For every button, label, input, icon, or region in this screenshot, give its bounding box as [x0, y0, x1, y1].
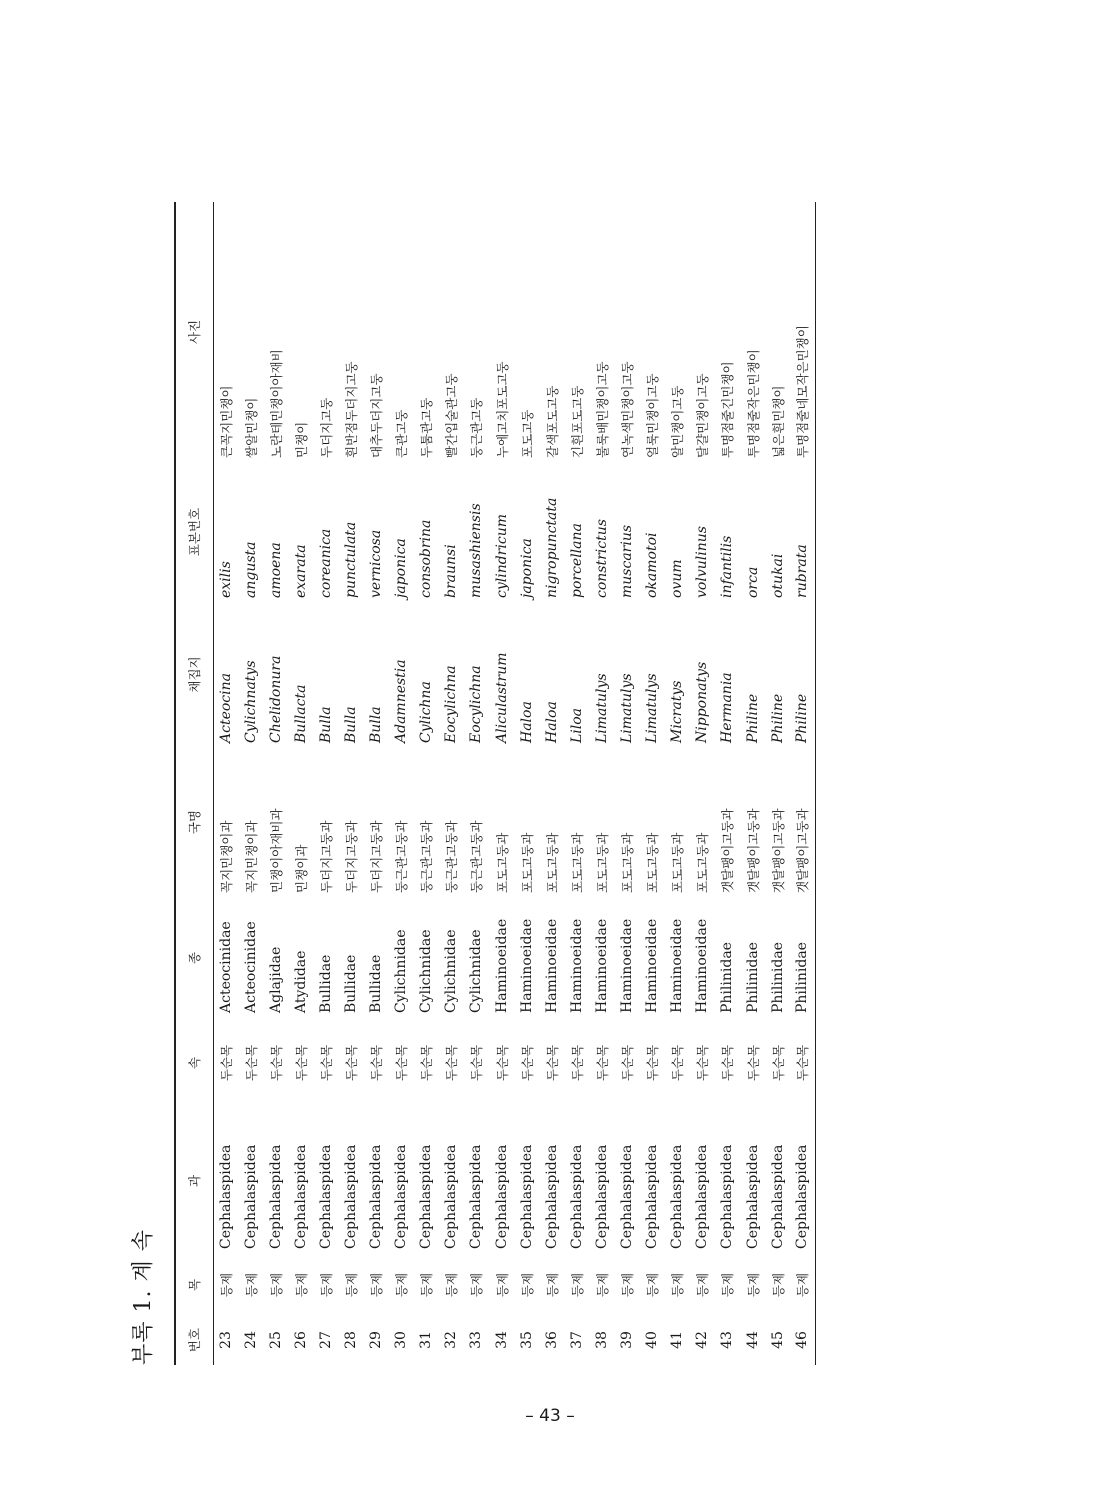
cell-family: Cephalaspidea: [242, 1144, 259, 1249]
cell-korean-name: 포도고둥과: [695, 832, 711, 893]
cell-species: Bullidae: [317, 954, 334, 1013]
table-row: [288, 202, 313, 1365]
cell-species: Cylichnidae: [393, 929, 410, 1013]
cell-specimen-number: orca: [744, 566, 761, 598]
cell-number: 31: [418, 1331, 435, 1349]
cell-photo: 누에고치포도고둥: [494, 361, 510, 458]
cell-family: Cephalaspidea: [317, 1144, 334, 1249]
cell-genus: 두순목: [770, 1044, 786, 1082]
cell-collection-site: Cylichnatys: [242, 660, 259, 743]
cell-genus: 두순목: [344, 1044, 360, 1082]
cell-order: 등제: [344, 1272, 360, 1298]
cell-number: 46: [794, 1331, 811, 1349]
cell-order: 등제: [268, 1272, 284, 1298]
cell-photo: 흰반점두더지고둥: [344, 361, 360, 458]
cell-genus: 두순목: [369, 1044, 385, 1082]
cell-order: 등제: [695, 1272, 711, 1298]
cell-photo: 투명점줄네모작은민챙이: [795, 325, 811, 458]
cell-family: Cephalaspidea: [719, 1144, 736, 1249]
cell-species: Haminoeidae: [493, 918, 510, 1013]
cell-photo: 노란테민챙이아재비: [268, 349, 284, 458]
cell-genus: 두순목: [293, 1044, 309, 1082]
cell-order: 등제: [569, 1272, 585, 1298]
cell-korean-name: 꼭지민챙이과: [243, 820, 259, 893]
table-row: [665, 202, 690, 1365]
cell-number: 33: [468, 1331, 485, 1349]
cell-collection-site: Aliculastrum: [493, 652, 510, 743]
cell-family: Cephalaspidea: [468, 1144, 485, 1249]
cell-photo: 둥근관고둥: [469, 397, 485, 458]
cell-species: Haminoeidae: [644, 918, 661, 1013]
cell-family: Cephalaspidea: [267, 1144, 284, 1249]
table-caption: 부록 1. 계 속: [131, 1229, 156, 1365]
cell-photo: 투명점줄긴민챙이: [720, 361, 736, 458]
cell-family: Cephalaspidea: [518, 1144, 535, 1249]
cell-order: 등제: [394, 1272, 410, 1298]
cell-genus: 두순목: [745, 1044, 761, 1082]
cell-family: Cephalaspidea: [694, 1144, 711, 1249]
cell-collection-site: Haloa: [518, 701, 535, 743]
table-row: [765, 202, 790, 1365]
cell-korean-name: 갯달팽이고둥과: [720, 808, 736, 893]
cell-korean-name: 포도고둥과: [569, 832, 585, 893]
cell-family: Cephalaspidea: [418, 1144, 435, 1249]
header-family: 과: [187, 1174, 203, 1188]
table-row: [489, 202, 514, 1365]
cell-collection-site: Philine: [744, 693, 761, 743]
cell-family: Cephalaspidea: [619, 1144, 636, 1249]
cell-genus: 두순목: [620, 1044, 636, 1082]
cell-family: Cephalaspidea: [568, 1144, 585, 1249]
cell-korean-name: 갯달팽이고둥과: [745, 808, 761, 893]
cell-collection-site: Chelidonura: [267, 655, 284, 743]
cell-specimen-number: punctulata: [343, 521, 360, 598]
cell-genus: 두순목: [419, 1044, 435, 1082]
cell-specimen-number: exilis: [217, 561, 234, 598]
cell-number: 42: [694, 1331, 711, 1349]
cell-order: 등제: [544, 1272, 560, 1298]
cell-specimen-number: angusta: [242, 541, 259, 598]
cell-family: Cephalaspidea: [343, 1144, 360, 1249]
cell-number: 36: [543, 1331, 560, 1349]
cell-number: 44: [744, 1331, 761, 1349]
cell-photo: 긴흰포도고둥: [569, 385, 585, 458]
cell-collection-site: Eocylichna: [443, 665, 460, 743]
cell-specimen-number: nigropunctata: [543, 497, 560, 598]
cell-specimen-number: japonica: [393, 538, 410, 598]
cell-number: 45: [769, 1331, 786, 1349]
cell-genus: 두순목: [795, 1044, 811, 1082]
table-row: [464, 202, 489, 1365]
cell-number: 40: [644, 1331, 661, 1349]
cell-species: Philinidae: [769, 942, 786, 1013]
cell-family: Cephalaspidea: [493, 1144, 510, 1249]
cell-korean-name: 포도고둥과: [594, 832, 610, 893]
cell-number: 41: [669, 1331, 686, 1349]
cell-species: Bullidae: [343, 954, 360, 1013]
cell-photo: 두더지고둥: [318, 397, 334, 458]
cell-photo: 달걀민챙이고둥: [695, 373, 711, 458]
table-row: [213, 202, 238, 1365]
table-row: [690, 202, 715, 1365]
cell-genus: 두순목: [218, 1044, 234, 1082]
cell-order: 등제: [519, 1272, 535, 1298]
cell-species: Aglajidae: [267, 946, 284, 1013]
cell-collection-site: Philine: [769, 693, 786, 743]
cell-korean-name: 포도고둥과: [519, 832, 535, 893]
cell-order: 등제: [670, 1272, 686, 1298]
cell-species: Philinidae: [719, 942, 736, 1013]
cell-order: 등제: [444, 1272, 460, 1298]
cell-family: Cephalaspidea: [543, 1144, 560, 1249]
cell-order: 등제: [594, 1272, 610, 1298]
cell-korean-name: 두더지고둥과: [318, 820, 334, 893]
cell-species: Haminoeidae: [543, 918, 560, 1013]
cell-genus: 두순목: [720, 1044, 736, 1082]
cell-specimen-number: muscarius: [619, 524, 636, 598]
cell-family: Cephalaspidea: [368, 1144, 385, 1249]
cell-specimen-number: japonica: [518, 538, 535, 598]
table-row: [238, 202, 263, 1365]
cell-photo: 얼룩민챙이고둥: [645, 373, 661, 458]
cell-species: Cylichnidae: [443, 929, 460, 1013]
cell-photo: 큰꼭지민챙이: [218, 385, 234, 458]
cell-number: 35: [518, 1331, 535, 1349]
cell-photo: 넓은흰민챙이: [770, 385, 786, 458]
table-row: [715, 202, 740, 1365]
cell-collection-site: Cylichna: [418, 681, 435, 743]
table-header-row: [175, 202, 213, 1365]
cell-collection-site: Adamnestia: [393, 659, 410, 743]
cell-collection-site: Eocylichna: [468, 665, 485, 743]
cell-family: Cephalaspidea: [393, 1144, 410, 1249]
cell-order: 등제: [469, 1272, 485, 1298]
cell-species: Philinidae: [744, 942, 761, 1013]
cell-collection-site: Limatulys: [644, 673, 661, 743]
cell-family: Cephalaspidea: [292, 1144, 309, 1249]
table-row: [313, 202, 338, 1365]
table-row: [338, 202, 363, 1365]
cell-number: 28: [343, 1331, 360, 1349]
cell-genus: 두순목: [494, 1044, 510, 1082]
cell-specimen-number: rubrata: [794, 544, 811, 598]
table-row: [589, 202, 614, 1365]
cell-family: Cephalaspidea: [217, 1144, 234, 1249]
cell-genus: 두순목: [268, 1044, 284, 1082]
cell-number: 32: [443, 1331, 460, 1349]
table-row: [514, 202, 539, 1365]
table-row: [414, 202, 439, 1365]
cell-number: 34: [493, 1331, 510, 1349]
cell-korean-name: 갯달팽이고둥과: [770, 808, 786, 893]
cell-order: 등제: [645, 1272, 661, 1298]
cell-photo: 큰관고둥: [394, 409, 410, 458]
cell-photo: 쌀알민챙이: [243, 397, 259, 458]
cell-order: 등제: [620, 1272, 636, 1298]
cell-genus: 두순목: [695, 1044, 711, 1082]
species-table: [174, 202, 816, 1365]
cell-order: 등제: [419, 1272, 435, 1298]
cell-genus: 두순목: [670, 1044, 686, 1082]
cell-collection-site: Philine: [794, 693, 811, 743]
table-row: [364, 202, 389, 1365]
header-collection-site: 채집지: [187, 656, 203, 693]
cell-specimen-number: cylindricum: [493, 514, 510, 598]
cell-genus: 두순목: [444, 1044, 460, 1082]
cell-species: Haminoeidae: [518, 918, 535, 1013]
cell-species: Haminoeidae: [669, 918, 686, 1013]
cell-family: Cephalaspidea: [744, 1144, 761, 1249]
cell-photo: 민챙이: [293, 421, 309, 458]
cell-specimen-number: exarata: [292, 544, 309, 598]
cell-photo: 대추두더지고둥: [369, 373, 385, 458]
cell-species: Atydidae: [292, 950, 309, 1013]
cell-korean-name: 둥근관고둥과: [469, 820, 485, 893]
cell-species: Bullidae: [368, 954, 385, 1013]
header-number: 번호: [187, 1327, 203, 1353]
cell-collection-site: Bullacta: [292, 684, 309, 743]
cell-number: 38: [593, 1331, 610, 1349]
cell-photo: 빨간입술관고둥: [444, 373, 460, 458]
cell-specimen-number: porcellana: [568, 523, 585, 598]
cell-collection-site: Limatulys: [619, 673, 636, 743]
cell-order: 등제: [218, 1272, 234, 1298]
cell-family: Cephalaspidea: [443, 1144, 460, 1249]
cell-collection-site: Bulla: [317, 706, 334, 743]
cell-genus: 두순목: [318, 1044, 334, 1082]
cell-number: 26: [292, 1331, 309, 1349]
cell-specimen-number: coreanica: [317, 528, 334, 598]
table-row: [615, 202, 640, 1365]
cell-photo: 투명점줄작은민챙이: [745, 349, 761, 458]
cell-specimen-number: volvulinus: [694, 526, 711, 598]
cell-korean-name: 민챙이아재비과: [268, 808, 284, 893]
cell-collection-site: Nipponatys: [694, 661, 711, 743]
cell-specimen-number: ovum: [669, 559, 686, 598]
cell-korean-name: 둥근관고둥과: [419, 820, 435, 893]
cell-specimen-number: braunsi: [443, 544, 460, 598]
cell-korean-name: 둥근관고둥과: [394, 820, 410, 893]
header-specimen-number: 표본번호: [187, 507, 203, 557]
cell-number: 27: [317, 1331, 334, 1349]
cell-photo: 알민챙이고둥: [670, 385, 686, 458]
cell-korean-name: 두더지고둥과: [344, 820, 360, 893]
cell-korean-name: 포도고둥과: [494, 832, 510, 893]
cell-family: Cephalaspidea: [593, 1144, 610, 1249]
cell-number: 43: [719, 1331, 736, 1349]
cell-collection-site: Liloa: [568, 707, 585, 743]
cell-family: Cephalaspidea: [669, 1144, 686, 1249]
cell-genus: 두순목: [645, 1044, 661, 1082]
cell-family: Cephalaspidea: [769, 1144, 786, 1249]
cell-specimen-number: musashiensis: [468, 503, 485, 598]
cell-specimen-number: otukai: [769, 553, 786, 598]
cell-collection-site: Limatulys: [593, 673, 610, 743]
table-row: [640, 202, 665, 1365]
header-genus: 속: [187, 1056, 203, 1070]
cell-species: Acteocinidae: [217, 921, 234, 1013]
header-photo: 사진: [187, 319, 203, 345]
cell-collection-site: Bulla: [343, 706, 360, 743]
cell-genus: 두순목: [544, 1044, 560, 1082]
cell-genus: 두순목: [469, 1044, 485, 1082]
cell-genus: 두순목: [243, 1044, 259, 1082]
cell-photo: 두툼관고둥: [419, 397, 435, 458]
cell-species: Cylichnidae: [418, 929, 435, 1013]
cell-species: Philinidae: [794, 942, 811, 1013]
cell-specimen-number: okamotoi: [644, 532, 661, 598]
cell-number: 25: [267, 1331, 284, 1349]
cell-collection-site: Micratys: [669, 680, 686, 743]
cell-number: 30: [393, 1331, 410, 1349]
cell-order: 등제: [720, 1272, 736, 1298]
cell-species: Haminoeidae: [694, 918, 711, 1013]
cell-species: Haminoeidae: [568, 918, 585, 1013]
cell-order: 등제: [243, 1272, 259, 1298]
cell-number: 24: [242, 1331, 259, 1349]
cell-number: 29: [368, 1331, 385, 1349]
cell-collection-site: Haloa: [543, 701, 560, 743]
cell-photo: 포도고둥: [519, 409, 535, 458]
cell-specimen-number: infantilis: [719, 535, 736, 598]
cell-species: Haminoeidae: [593, 918, 610, 1013]
cell-species: Acteocinidae: [242, 921, 259, 1013]
cell-family: Cephalaspidea: [794, 1144, 811, 1249]
cell-order: 등제: [770, 1272, 786, 1298]
cell-specimen-number: vernicosa: [368, 529, 385, 598]
page-number: – 43 –: [525, 1406, 575, 1426]
cell-photo: 갈색포도고둥: [544, 385, 560, 458]
cell-korean-name: 포도고둥과: [670, 832, 686, 893]
table-row: [263, 202, 288, 1365]
cell-collection-site: Bulla: [368, 706, 385, 743]
cell-korean-name: 포도고둥과: [645, 832, 661, 893]
cell-korean-name: 갯달팽이고둥과: [795, 808, 811, 893]
rotated-page-content: [120, 175, 840, 1385]
cell-photo: 불룩배민챙이고둥: [594, 361, 610, 458]
cell-genus: 두순목: [519, 1044, 535, 1082]
table-row: [539, 202, 564, 1365]
cell-species: Haminoeidae: [619, 918, 636, 1013]
cell-specimen-number: consobrina: [418, 519, 435, 598]
cell-collection-site: Acteocina: [217, 673, 234, 743]
cell-order: 등제: [318, 1272, 334, 1298]
cell-korean-name: 꼭지민챙이과: [218, 820, 234, 893]
cell-genus: 두순목: [594, 1044, 610, 1082]
header-species: 종: [187, 951, 203, 965]
cell-specimen-number: amoena: [267, 542, 284, 598]
cell-korean-name: 두더지고둥과: [369, 820, 385, 893]
header-order: 목: [187, 1278, 203, 1292]
cell-family: Cephalaspidea: [644, 1144, 661, 1249]
cell-order: 등제: [795, 1272, 811, 1298]
table-row: [740, 202, 765, 1365]
table-row: [389, 202, 414, 1365]
cell-order: 등제: [369, 1272, 385, 1298]
cell-genus: 두순목: [569, 1044, 585, 1082]
cell-order: 등제: [494, 1272, 510, 1298]
cell-korean-name: 민챙이과: [293, 844, 309, 893]
cell-photo: 연녹색민챙이고둥: [620, 361, 636, 458]
cell-specimen-number: constrictus: [593, 519, 610, 598]
table-row: [439, 202, 464, 1365]
table-row: [790, 202, 815, 1365]
cell-collection-site: Hermania: [719, 672, 736, 743]
cell-number: 39: [619, 1331, 636, 1349]
cell-number: 23: [217, 1331, 234, 1349]
cell-species: Cylichnidae: [468, 929, 485, 1013]
header-korean-name: 국명: [187, 809, 203, 835]
cell-korean-name: 둥근관고둥과: [444, 820, 460, 893]
cell-korean-name: 포도고둥과: [620, 832, 636, 893]
cell-order: 등제: [293, 1272, 309, 1298]
cell-genus: 두순목: [394, 1044, 410, 1082]
table-row: [564, 202, 589, 1365]
cell-order: 등제: [745, 1272, 761, 1298]
cell-number: 37: [568, 1331, 585, 1349]
cell-korean-name: 포도고둥과: [544, 832, 560, 893]
